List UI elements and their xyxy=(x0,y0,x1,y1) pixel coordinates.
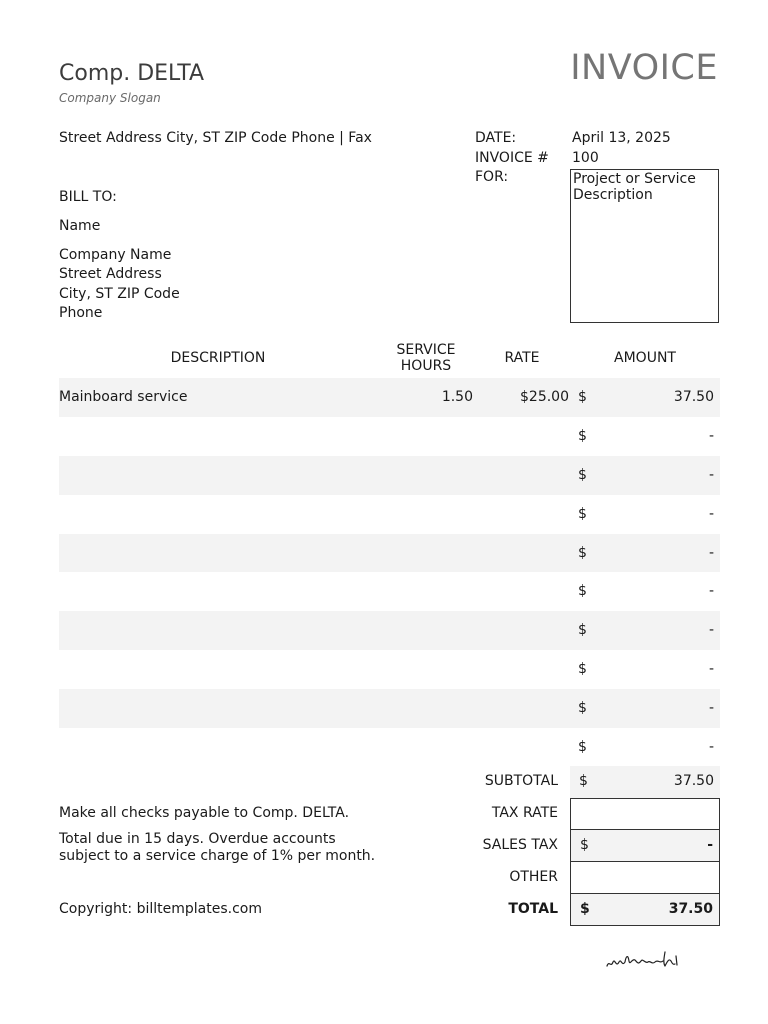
item-currency: $ xyxy=(578,739,587,756)
table-row xyxy=(59,689,720,728)
rate-header: RATE xyxy=(504,350,540,366)
other-label: OTHER xyxy=(509,869,558,885)
invoice-title: INVOICE xyxy=(570,48,718,88)
item-amount: - xyxy=(708,661,714,678)
bill-to-city: City, ST ZIP Code xyxy=(59,286,180,302)
sales-tax-value: - xyxy=(707,837,713,853)
tax-rate-field[interactable] xyxy=(570,798,720,830)
sales-tax-row xyxy=(480,830,720,862)
items-table-header xyxy=(59,342,720,376)
tax-rate-label: TAX RATE xyxy=(491,805,558,821)
for-label: FOR: xyxy=(475,169,509,185)
copyright-note: Copyright: billtemplates.com xyxy=(59,901,262,917)
invoice-number-label: INVOICE # xyxy=(475,150,549,166)
table-row xyxy=(59,650,720,689)
total-value: 37.50 xyxy=(668,901,713,917)
tax-rate-row xyxy=(480,798,720,830)
item-amount: - xyxy=(708,583,714,600)
bill-to-label: BILL TO: xyxy=(59,189,117,205)
table-row xyxy=(59,495,720,534)
date-value: April 13, 2025 xyxy=(572,130,671,146)
item-currency: $ xyxy=(578,389,587,405)
subtotal-label: SUBTOTAL xyxy=(484,773,558,789)
total-cell xyxy=(570,894,720,926)
item-currency: $ xyxy=(578,661,587,678)
company-name: Comp. DELTA xyxy=(59,61,205,86)
sales-tax-currency: $ xyxy=(580,837,589,853)
date-label: DATE: xyxy=(475,130,517,146)
item-currency: $ xyxy=(578,427,587,444)
table-row xyxy=(59,378,720,417)
item-hours: 1.50 xyxy=(441,389,473,405)
item-rate: $25.00 xyxy=(520,389,569,405)
amount-header: AMOUNT xyxy=(614,350,676,366)
item-amount: - xyxy=(708,427,714,444)
item-amount: - xyxy=(708,544,714,561)
sales-tax-label: SALES TAX xyxy=(482,837,558,853)
totals-block xyxy=(480,766,720,926)
total-currency: $ xyxy=(580,901,590,917)
signature-icon xyxy=(603,944,683,974)
item-amount: - xyxy=(708,700,714,717)
total-label: TOTAL xyxy=(508,901,558,917)
bill-to-company: Company Name xyxy=(59,247,172,263)
item-currency: $ xyxy=(578,700,587,717)
item-amount: - xyxy=(708,739,714,756)
sales-tax-cell xyxy=(570,830,720,862)
item-currency: $ xyxy=(578,622,587,639)
item-amount: 37.50 xyxy=(673,389,714,405)
bill-to-name: Name xyxy=(59,218,101,234)
company-address: Street Address City, ST ZIP Code Phone | Fax xyxy=(59,130,372,146)
invoice-number-value: 100 xyxy=(572,150,599,166)
subtotal-currency: $ xyxy=(579,773,588,789)
total-row xyxy=(480,894,720,926)
item-currency: $ xyxy=(578,583,587,600)
subtotal-row xyxy=(480,766,720,798)
item-currency: $ xyxy=(578,466,587,483)
project-description-field[interactable]: Project or Service Description xyxy=(570,169,719,323)
bill-to-street: Street Address xyxy=(59,266,162,282)
subtotal-cell xyxy=(570,766,720,798)
checks-payable-note: Make all checks payable to Comp. DELTA. xyxy=(59,805,350,821)
item-currency: $ xyxy=(578,505,587,522)
table-row xyxy=(59,728,720,767)
company-slogan: Company Slogan xyxy=(59,91,161,105)
item-amount: - xyxy=(708,505,714,522)
payment-terms-note: Total due in 15 days. Overdue accounts subject to a service charge of 1% per month. xyxy=(59,831,376,864)
other-field[interactable] xyxy=(570,862,720,894)
table-row xyxy=(59,572,720,611)
item-amount: - xyxy=(708,622,714,639)
subtotal-value: 37.50 xyxy=(673,773,714,789)
table-row xyxy=(59,611,720,650)
item-currency: $ xyxy=(578,544,587,561)
table-row xyxy=(59,534,720,573)
service-hours-header: SERVICE HOURS xyxy=(396,342,456,374)
table-row xyxy=(59,456,720,495)
items-table xyxy=(59,378,720,767)
bill-to-phone: Phone xyxy=(59,305,103,321)
description-header: DESCRIPTION xyxy=(170,350,266,366)
item-amount: - xyxy=(708,466,714,483)
other-row xyxy=(480,862,720,894)
table-row xyxy=(59,417,720,456)
item-description: Mainboard service xyxy=(59,389,188,405)
